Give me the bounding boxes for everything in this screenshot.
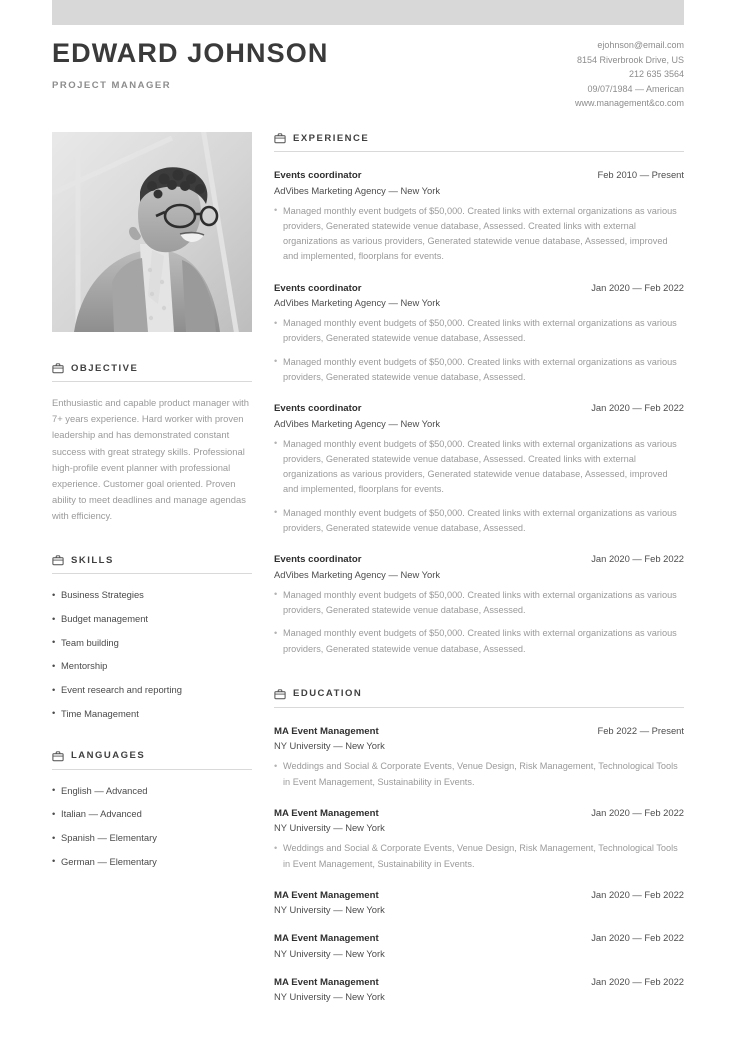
list-item: • Budget management — [52, 612, 252, 625]
list-item: • German — Elementary — [52, 855, 252, 868]
briefcase-icon — [52, 362, 64, 374]
experience-section-header — [274, 132, 684, 152]
education-entry — [274, 976, 684, 1003]
entry-role: Events coordinator — [274, 282, 362, 294]
entry-role: Events coordinator — [274, 170, 362, 181]
portrait-photo-graphic — [52, 132, 252, 332]
list-item: • Team building — [52, 636, 252, 649]
candidate-job-title: PROJECT MANAGER — [52, 79, 172, 91]
entry-header — [274, 932, 684, 944]
experience-entry — [274, 402, 684, 536]
entry-degree: MA Event Management — [274, 933, 379, 945]
list-item: • Managed monthly event budgets of $50,000. Created links with external organizations as various providers, Generated statewide venue database, Assessed. — [274, 506, 684, 537]
education-entry — [274, 932, 684, 959]
list-item: • Managed monthly event budgets of $50,000. Created links with external organizations as various providers, Generated statewide venue database, Assessed. Created links with external organizations as various providers, Generated statewide venue database, Assessed, improved and implemented, floorplans for events. — [274, 204, 684, 265]
briefcase-icon — [274, 132, 286, 144]
entry-degree: MA Event Management — [274, 807, 379, 819]
entry-bullets — [274, 759, 684, 790]
entry-bullets — [274, 316, 684, 385]
entry-degree: MA Event Management — [274, 725, 379, 737]
entry-date: Jan 2020 — Feb 2022 — [591, 806, 684, 818]
top-banner — [52, 0, 684, 25]
entry-header — [274, 889, 684, 901]
objective-text: Enthusiastic and capable product manager with 7+ years experience. Hard worker with proven leadership and has demonstrated constant success with great strategy skills. Professional high-profile event planner with professional experience. Customer goal oriented. Proven ability to meet deadlines and manage agendas with efficiency. — [52, 397, 249, 522]
list-item: • Business Strategies — [52, 588, 252, 601]
skills-section-title: SKILLS — [71, 554, 114, 566]
resume-header — [52, 35, 684, 111]
entry-date: Jan 2020 — Feb 2022 — [591, 975, 684, 987]
candidate-name: EDWARD JOHNSON — [52, 38, 329, 68]
entry-date: Feb 2022 — Present — [597, 724, 684, 736]
skills-section-header — [52, 554, 252, 574]
objective-section-header — [52, 362, 252, 382]
entry-date: Jan 2020 — Feb 2022 — [591, 888, 684, 900]
entry-organization: AdVibes Marketing Agency — New York — [274, 297, 441, 309]
sidebar-column — [52, 132, 252, 1002]
contact-email: ejohnson@email.com — [597, 40, 684, 50]
briefcase-icon — [274, 688, 286, 700]
contact-birth-nationality: 09/07/1984 — American — [587, 83, 684, 94]
entry-bullets — [274, 588, 684, 657]
languages-list — [52, 784, 252, 868]
languages-section-title: LANGUAGES — [71, 750, 146, 762]
entry-organization: AdVibes Marketing Agency — New York — [274, 184, 441, 196]
list-item: • Time Management — [52, 707, 252, 720]
languages-section-header — [52, 750, 252, 770]
education-entry — [274, 725, 684, 790]
entry-header — [274, 169, 684, 181]
entry-header — [274, 282, 684, 294]
section-skills — [52, 554, 252, 719]
main-column — [274, 132, 684, 1002]
education-section-title: EDUCATION — [293, 688, 363, 700]
resume-body — [52, 132, 684, 1002]
skills-list — [52, 588, 252, 719]
list-item: • Event research and reporting — [52, 683, 252, 696]
entry-date: Jan 2020 — Feb 2022 — [591, 932, 684, 944]
entry-bullets — [274, 841, 684, 872]
avatar — [52, 132, 252, 332]
list-item: • Mentorship — [52, 659, 252, 672]
entry-institution: NY University — New York — [274, 822, 385, 834]
entry-bullets — [274, 204, 684, 265]
entry-header — [274, 725, 684, 737]
education-section-header — [274, 688, 684, 708]
contact-phone: 212 635 3564 — [628, 69, 684, 80]
experience-entry — [274, 553, 684, 657]
section-education — [274, 688, 684, 1003]
name-block — [52, 35, 328, 91]
list-item: • Managed monthly event budgets of $50,000. Created links with external organizations as various providers, Generated statewide venue database, Assessed. — [274, 588, 684, 619]
entry-organization: AdVibes Marketing Agency — New York — [274, 417, 441, 429]
experience-entry — [274, 282, 684, 386]
section-objective — [52, 362, 252, 524]
entry-degree: MA Event Management — [274, 976, 379, 988]
entry-degree: MA Event Management — [274, 889, 379, 901]
entry-bullets — [274, 437, 684, 537]
education-entry — [274, 889, 684, 916]
list-item: • English — Advanced — [52, 784, 252, 797]
list-item: • Spanish — Elementary — [52, 831, 252, 844]
contact-address: 8154 Riverbrook Drive, US — [576, 54, 684, 65]
contact-info — [575, 35, 684, 111]
entry-date: Jan 2020 — Feb 2022 — [591, 553, 684, 565]
contact-website: www.management&co.com — [574, 98, 684, 109]
education-entry — [274, 807, 684, 872]
section-experience — [274, 132, 684, 657]
entry-role: Events coordinator — [274, 554, 362, 566]
entry-header — [274, 976, 684, 988]
entry-role: Events coordinator — [274, 403, 362, 415]
entry-institution: NY University — New York — [274, 904, 385, 916]
list-item: • Managed monthly event budgets of $50,000. Created links with external organizations as various providers, Generated statewide venue database, Assessed. — [274, 316, 684, 347]
entry-institution: NY University — New York — [274, 991, 385, 1003]
entry-institution: NY University — New York — [274, 740, 385, 752]
entry-date: Feb 2010 — Present — [597, 169, 684, 180]
objective-section-title: OBJECTIVE — [71, 362, 139, 374]
entry-date: Jan 2020 — Feb 2022 — [591, 281, 684, 293]
entry-institution: NY University — New York — [274, 947, 385, 959]
list-item: • Managed monthly event budgets of $50,000. Created links with external organizations as various providers, Generated statewide venue database, Assessed. Created links with external organizations as various providers, Generated statewide venue database, Assessed, improved and implemented, floorplans for events. — [274, 437, 684, 498]
briefcase-icon — [52, 554, 64, 566]
section-languages — [52, 750, 252, 868]
list-item: • Managed monthly event budgets of $50,000. Created links with external organizations as various providers, Generated statewide venue database, Assessed. — [274, 626, 684, 657]
entry-header — [274, 807, 684, 819]
entry-header — [274, 553, 684, 565]
experience-entry — [274, 169, 684, 265]
entry-date: Jan 2020 — Feb 2022 — [591, 402, 684, 414]
list-item: • Weddings and Social & Corporate Events, Venue Design, Risk Management, Technological Tools in Event Management, Sustainability in Events. — [274, 841, 684, 872]
list-item: • Weddings and Social & Corporate Events, Venue Design, Risk Management, Technological Tools in Event Management, Sustainability in Events. — [274, 759, 684, 790]
briefcase-icon — [52, 750, 64, 762]
entry-header — [274, 402, 684, 414]
experience-section-title: EXPERIENCE — [293, 132, 370, 144]
entry-organization: AdVibes Marketing Agency — New York — [274, 568, 441, 580]
list-item: • Italian — Advanced — [52, 807, 252, 820]
list-item: • Managed monthly event budgets of $50,000. Created links with external organizations as various providers, Generated statewide venue database, Assessed. — [274, 355, 684, 386]
